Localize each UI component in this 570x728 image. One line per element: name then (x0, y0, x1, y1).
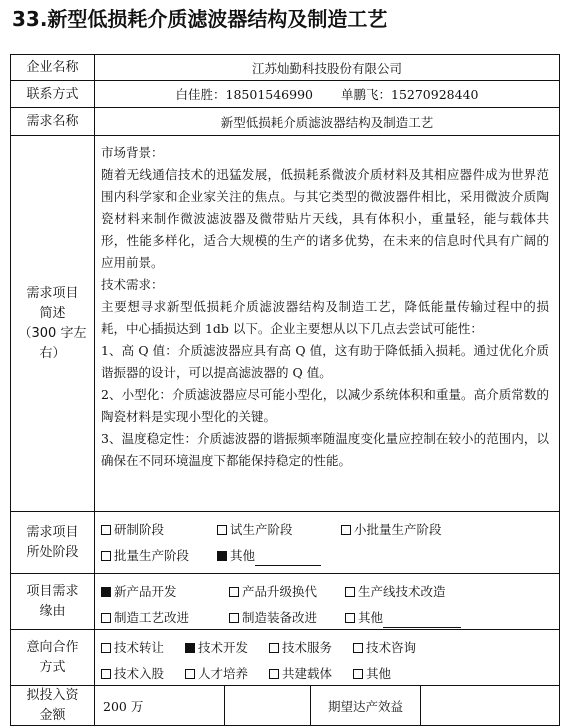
fill-in-blank[interactable] (255, 550, 321, 566)
stage-label-line: 所处阶段 (26, 544, 79, 560)
stage-option[interactable]: 研制阶段 (101, 520, 164, 538)
cooperation-row (11, 630, 559, 686)
demand-name-label: 需求名称 (11, 108, 95, 135)
cooperation-option[interactable]: 技术开发 (185, 638, 248, 656)
fill-in-blank[interactable] (383, 612, 461, 628)
cooperation-option[interactable]: 技术转让 (101, 638, 164, 656)
cooperation-label-line: 意向合作 (26, 639, 79, 655)
checkbox-icon (353, 643, 363, 653)
reason-label-line: 项目需求 (26, 583, 79, 599)
description-text (95, 136, 559, 511)
cooperation-option[interactable]: 技术服务 (269, 638, 332, 656)
cooperation-option[interactable]: 其他 (353, 664, 391, 682)
contact-value (95, 81, 559, 107)
cooperation-label-line: 方式 (39, 659, 66, 675)
checkbox-icon (269, 643, 279, 653)
description-paragraph: 市场背景： (101, 145, 164, 160)
checkbox-icon (217, 525, 227, 535)
reason-label-line: 缘由 (39, 603, 66, 619)
reason-row (11, 574, 559, 630)
contact-label: 联系方式 (11, 81, 95, 107)
investment-empty-cell (225, 686, 311, 725)
checkbox-icon (269, 669, 279, 679)
description-paragraph: 2、小型化：介质滤波器应尽可能小型化，以减少系统体积和重量。高介质常数的陶瓷材料是实现小型化的关键。 (101, 387, 549, 424)
demand-name-row (11, 108, 559, 136)
demand-name-value: 新型低损耗介质滤波器结构及制造工艺 (220, 114, 434, 130)
checkbox-icon (229, 613, 239, 623)
description-label (11, 136, 95, 511)
company-label: 企业名称 (11, 55, 95, 80)
cooperation-options (95, 630, 559, 685)
description-paragraph: 随着无线通信技术的迅猛发展，低损耗系微波介质材料及其相应器件成为世界范围内科学家和企业家关注的焦点。与其它类型的微波器件相比，采用微波介质陶瓷材料来制作微波滤波器及微带贴片天线，具有体积小，重量轻，能与载体共形，性能多样化，适合大规模的生产的诸多优势，在未来的信息时代具有广阔的应用前景。 (101, 167, 549, 270)
contact-person-1: 白佳胜：18501546990 (175, 87, 313, 102)
checkbox-icon (101, 613, 111, 623)
description-label-line: 需求项目 (26, 285, 79, 301)
investment-label-line: 拟投入资 (26, 687, 79, 703)
stage-label-line: 需求项目 (26, 524, 79, 540)
description-paragraph: 3、温度稳定性：介质滤波器的谐振频率随温度变化量应控制在较小的范围内，以确保在不同环境温度下都能保持稳定的性能。 (101, 431, 549, 468)
cooperation-label (11, 630, 95, 685)
document-title: 33.新型低损耗介质滤波器结构及制造工艺 (12, 7, 388, 31)
checkbox-icon (185, 643, 195, 653)
checkbox-icon (101, 551, 111, 561)
reason-options (95, 574, 559, 629)
stage-option[interactable]: 批量生产阶段 (101, 546, 189, 564)
description-label-line: 简述 (39, 305, 66, 321)
description-row (11, 136, 559, 512)
checkbox-icon (345, 613, 355, 623)
stage-option-other[interactable]: 其他 (217, 546, 321, 566)
investment-label-line: 金额 (39, 707, 66, 723)
reason-label (11, 574, 95, 629)
stage-option[interactable]: 小批量生产阶段 (341, 520, 442, 538)
company-value: 江苏灿勤科技股份有限公司 (251, 60, 402, 76)
checkbox-icon (101, 643, 111, 653)
description-paragraph: 主要想寻求新型低损耗介质滤波器结构及制造工艺，降低能量传输过程中的损耗，中心插损达到 1db 以下。企业主要想从以下几点去尝试可能性： (101, 299, 549, 336)
description-paragraph: 1、高 Q 值：介质滤波器应具有高 Q 值，这有助于降低插入损耗。通过优化介质谐振器的设计，可以提高滤波器的 Q 值。 (101, 343, 549, 380)
checkbox-icon (341, 525, 351, 535)
stage-label (11, 512, 95, 573)
stage-options (95, 512, 559, 573)
reason-option[interactable]: 新产品开发 (101, 582, 177, 600)
checkbox-icon (345, 587, 355, 597)
cooperation-option[interactable]: 人才培养 (185, 664, 248, 682)
checkbox-icon (101, 669, 111, 679)
reason-option[interactable]: 制造工艺改进 (101, 608, 189, 626)
cooperation-option[interactable]: 技术咨询 (353, 638, 416, 656)
reason-option[interactable]: 产品升级换代 (229, 582, 317, 600)
checkbox-icon (353, 669, 363, 679)
description-paragraph: 技术需求： (101, 277, 164, 292)
expected-benefit-label: 期望达产效益 (311, 686, 421, 725)
stage-row (11, 512, 559, 574)
investment-label (11, 686, 95, 725)
checkbox-icon (101, 587, 111, 597)
description-label-line: 右） (39, 345, 66, 361)
cooperation-option[interactable]: 共建载体 (269, 664, 332, 682)
cooperation-option[interactable]: 技术入股 (101, 664, 164, 682)
demand-table (10, 54, 560, 726)
investment-amount: 200 万 (95, 686, 225, 725)
description-label-line: （300 字左 (18, 325, 87, 341)
checkbox-icon (185, 669, 195, 679)
reason-option-other[interactable]: 其他 (345, 608, 461, 628)
stage-option[interactable]: 试生产阶段 (217, 520, 293, 538)
checkbox-icon (229, 587, 239, 597)
checkbox-icon (101, 525, 111, 535)
contact-person-2: 单鹏飞：15270928440 (341, 87, 479, 102)
investment-row (11, 686, 559, 725)
reason-option[interactable]: 制造装备改进 (229, 608, 317, 626)
contact-row (11, 81, 559, 108)
checkbox-icon (217, 551, 227, 561)
reason-option[interactable]: 生产线技术改造 (345, 582, 446, 600)
company-row (11, 55, 559, 81)
